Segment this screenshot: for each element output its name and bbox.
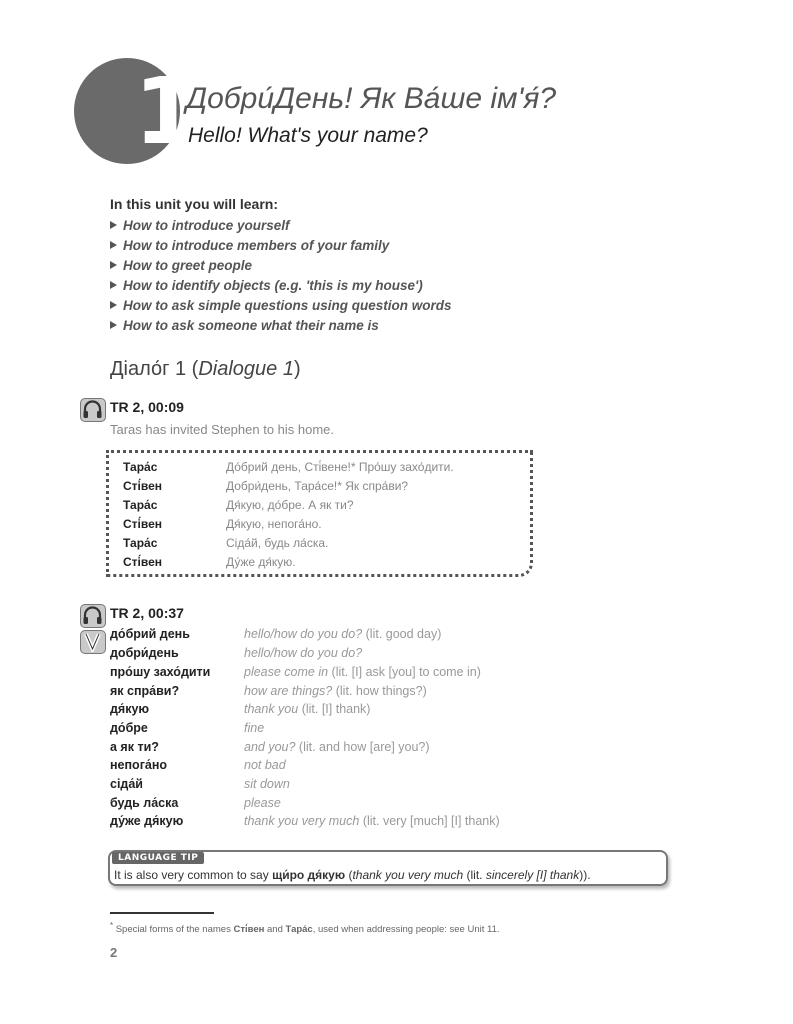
language-tip-tag: LANGUAGE TIP <box>112 852 204 864</box>
footnote: * Special forms of the names Сті́вен and Тара́с, used when addressing people: see Unit 11. <box>110 921 500 936</box>
list-item: How to ask someone what their name is <box>110 316 452 336</box>
audio-track-label: TR 2, 00:37 <box>110 605 184 621</box>
audio-track-label: TR 2, 00:09 <box>110 399 184 415</box>
language-tip-text: It is also very common to say щи́ро дя́кую (thank you very much (lit. sincerely [I] thank)). <box>114 868 591 882</box>
triangle-bullet-icon <box>110 281 117 289</box>
headphones-icon[interactable] <box>80 604 106 628</box>
triangle-bullet-icon <box>110 241 117 249</box>
learning-list <box>110 216 452 336</box>
triangle-bullet-icon <box>110 261 117 269</box>
list-item: How to greet people <box>110 256 452 276</box>
dialogue-box: Тара́с До́брий день, Сті́вене!* Про́шу захо́дити. Сті́вен Добри́день, Тара́се!* Як спра́ви? Тара́с Дя́кую, до́бре. А як ти? Сті́вен Дя́кую, непога́но. Тара́с Сіда́й, будь ла́ска. Сті́вен Ду́же дя́кую. <box>106 450 533 577</box>
unit-title-ukrainian: Добри́День! Як Ва́ше ім'я́? <box>186 82 557 115</box>
list-item: How to introduce members of your family <box>110 236 452 256</box>
headphones-icon[interactable] <box>80 398 106 422</box>
learning-heading: In this unit you will learn: <box>110 196 279 212</box>
dialogue-intro: Taras has invited Stephen to his home. <box>110 422 335 437</box>
triangle-bullet-icon <box>110 221 117 229</box>
footnote-divider <box>110 912 214 914</box>
vocabulary-v-icon <box>80 630 106 654</box>
list-item: How to introduce yourself <box>110 216 452 236</box>
triangle-bullet-icon <box>110 301 117 309</box>
unit-number: 1 <box>134 58 199 165</box>
dialogue-heading: Діало́г 1 (Dialogue 1) <box>110 358 301 380</box>
list-item: How to ask simple questions using question words <box>110 296 452 316</box>
unit-title-english: Hello! What's your name? <box>188 124 428 147</box>
list-item: How to identify objects (e.g. 'this is my house') <box>110 276 452 296</box>
triangle-bullet-icon <box>110 321 117 329</box>
page-number: 2 <box>110 945 118 960</box>
